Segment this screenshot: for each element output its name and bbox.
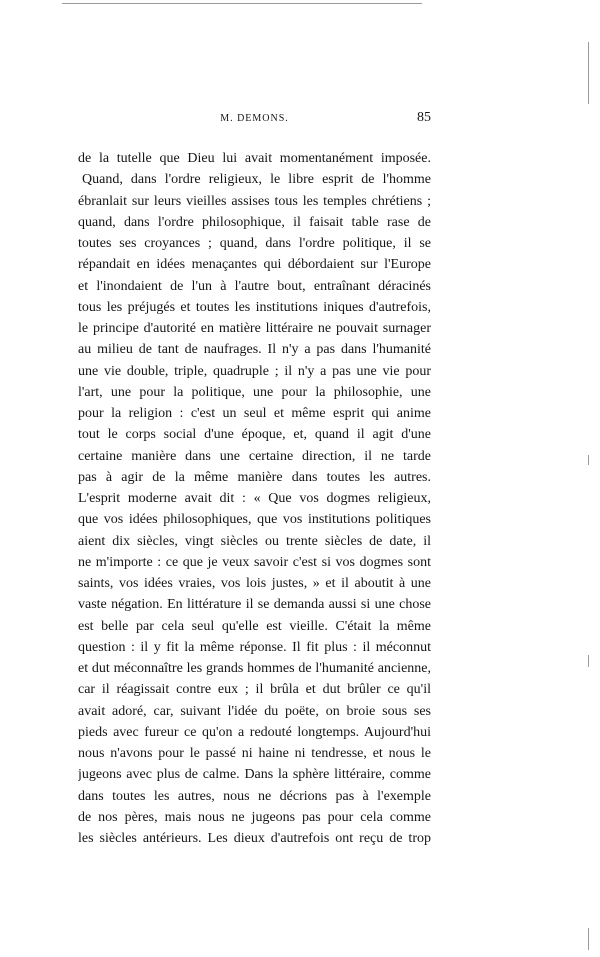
text-line: l'art, une pour la politique, une pour la philosophie, une: [78, 384, 431, 400]
text-line: saints, vos idées vraies, vos lois justes, » et il aboutit à une: [78, 576, 431, 591]
text-line: question : il y fit la même réponse. Il fit plus : il méconnut: [78, 639, 431, 655]
running-head: [78, 110, 431, 130]
text-line: et l'inondaient de l'un à l'autre bout, entraînant déracinés: [78, 278, 431, 294]
right-edge-mark: [588, 455, 589, 465]
running-head-title: M. DEMONS.: [220, 113, 289, 124]
text-line: aient dix siècles, vingt siècles ou trente siècles de date, il: [78, 533, 431, 549]
text-line: ébranlait sur leurs vieilles assises tous les temples chrétiens ;: [78, 193, 431, 209]
text-line: que vos idées philosophiques, que vos institutions politiques: [78, 512, 431, 528]
text-line: toutes ses croyances ; quand, dans l'ordre politique, il se: [78, 236, 431, 251]
text-line: certaine manière dans une certaine direction, il ne tarde: [78, 448, 431, 464]
text-line: jugeons avec plus de calme. Dans la sphère littéraire, comme: [78, 767, 431, 783]
text-line: est belle par cela seul qu'elle est vieille. C'était la même: [78, 618, 431, 634]
top-edge-rule: [62, 3, 422, 4]
text-line: pour la religion : c'est un seul et même esprit qui anime: [78, 406, 431, 421]
text-line: tous les préjugés et toutes les institutions iniques d'autrefois,: [78, 299, 431, 315]
text-line: répandait en idées menaçantes qui débordaient sur l'Europe: [78, 257, 431, 273]
text-line: avait adoré, car, suivant l'idée du poëte, on broie sous ses: [78, 703, 431, 719]
right-edge-mark: [588, 928, 589, 950]
text-line: pieds avec fureur ce qu'on a redouté longtemps. Aujourd'hui: [78, 724, 431, 740]
text-line: les siècles antérieurs. Les dieux d'autrefois ont reçu de trop: [78, 831, 431, 846]
text-line: une vie double, triple, quadruple ; il n'y a pas une vie pour: [78, 363, 431, 379]
page-number: 85: [417, 110, 431, 125]
text-line: quand, dans l'ordre philosophique, il faisait table rase de: [78, 214, 431, 230]
text-line: vaste négation. En littérature il se demanda aussi si une chose: [78, 597, 431, 613]
text-line: Quand, dans l'ordre religieux, le libre esprit de l'homme: [82, 172, 431, 188]
text-line: tout le corps social d'une époque, et, quand il agit d'une: [78, 427, 431, 443]
text-line: de la tutelle que Dieu lui avait momentanément imposée.: [78, 151, 431, 166]
text-line: le principe d'autorité en matière littéraire ne pouvait surnager: [78, 321, 431, 336]
text-line: pas à agir de la même manière dans toutes les autres.: [78, 469, 431, 485]
text-line: au milieu de tant de naufrages. Il n'y a pas dans l'humanité: [78, 342, 431, 358]
right-edge-mark: [588, 42, 589, 104]
text-line: nous n'avons pour le passé ni haine ni tendresse, et nous le: [78, 746, 431, 761]
text-line: ne m'importe : ce que je veux savoir c'est si vos dogmes sont: [78, 554, 431, 570]
body-text: [78, 148, 431, 849]
text-line: L'esprit moderne avait dit : « Que vos dogmes religieux,: [78, 491, 431, 506]
text-line: et dut méconnaître les grands hommes de l'humanité ancienne,: [78, 661, 431, 676]
text-line: de nos pères, mais nous ne jugeons pas pour cela comme: [78, 809, 431, 825]
text-line: dans toutes les autres, nous ne décrions pas à l'exemple: [78, 788, 431, 804]
right-edge-mark: [588, 655, 589, 667]
text-line: car il réagissait contre eux ; il brûla et dut brûler ce qu'il: [78, 682, 431, 698]
